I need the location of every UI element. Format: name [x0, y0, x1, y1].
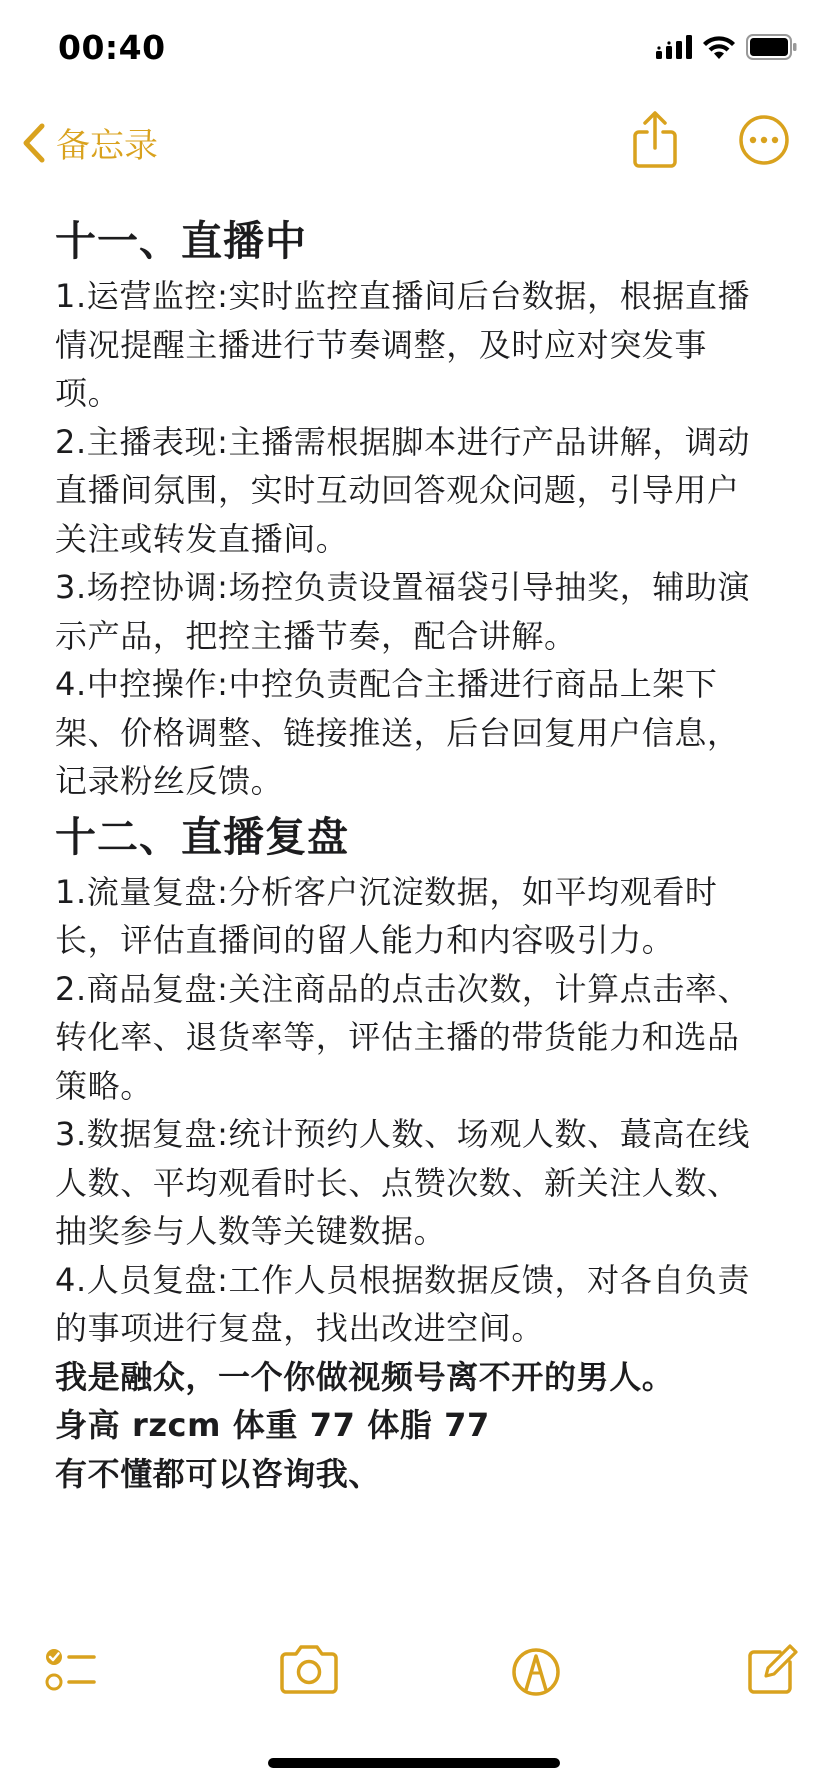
note-bold-line: 身高 rzcm 体重 77 体脂 77 — [55, 1406, 490, 1444]
status-bar — [0, 0, 828, 100]
chevron-left-icon — [22, 123, 46, 163]
bottom-toolbar — [0, 1640, 828, 1720]
share-button[interactable] — [630, 110, 680, 170]
note-paragraph: 1.运营监控:实时监控直播间后台数据，根据直播情况提醒主播进行节奏调整，及时应对突发事项。 — [55, 277, 751, 412]
note-paragraph: 3.场控协调:场控负责设置福袋引导抽奖，辅助演示产品，把控主播节奏，配合讲解。 — [55, 568, 751, 655]
compose-button[interactable] — [742, 1640, 802, 1700]
back-label: 备忘录 — [56, 126, 158, 166]
cellular-signal-icon — [656, 35, 692, 59]
checklist-button[interactable] — [42, 1640, 102, 1700]
wifi-icon — [702, 34, 736, 60]
note-paragraph: 4.中控操作:中控负责配合主播进行商品上架下架、价格调整、链接推送，后台回复用户信息，记录粉丝反馈。 — [55, 665, 740, 800]
camera-button[interactable] — [276, 1640, 342, 1700]
note-paragraph: 2.主播表现:主播需根据脚本进行产品讲解，调动直播间氛围，实时互动回答观众问题，引导用户关注或转发直播间。 — [55, 422, 751, 558]
note-bold-line: 有不懂都可以咨询我、 — [55, 1454, 382, 1493]
home-indicator[interactable] — [268, 1758, 560, 1768]
note-paragraph: 2.商品复盘:关注商品的点击次数，计算点击率、转化率、退货率等，评估主播的带货能力和选品策略。 — [55, 969, 751, 1105]
note-bold-line: 我是融众，一个你做视频号离不开的男人。 — [55, 1357, 675, 1396]
note-heading: 十二、直播复盘 — [55, 812, 349, 861]
markup-button[interactable] — [506, 1640, 566, 1700]
markup-pen-icon — [506, 1640, 566, 1700]
back-button[interactable] — [22, 118, 158, 167]
battery-icon — [746, 34, 798, 60]
note-heading: 十一、直播中 — [55, 217, 307, 265]
checklist-icon — [42, 1640, 102, 1700]
ellipsis-circle-icon — [738, 114, 790, 166]
note-paragraph: 3.数据复盘:统计预约人数、场观人数、蕞高在线人数、平均观看时长、点赞次数、新关注人数、抽奖参与人数等关键数据。 — [55, 1115, 751, 1250]
camera-icon — [276, 1640, 342, 1700]
share-icon — [630, 110, 680, 170]
compose-icon — [742, 1640, 802, 1700]
note-body[interactable] — [55, 210, 765, 1498]
more-options-button[interactable] — [738, 114, 790, 166]
note-paragraph: 4.人员复盘:工作人员根据数据反馈，对各自负责的事项进行复盘，找出改进空间。 — [55, 1260, 751, 1347]
status-time: 00:40 — [58, 28, 166, 67]
note-paragraph: 1.流量复盘:分析客户沉淀数据，如平均观看时长，评估直播间的留人能力和内容吸引力。 — [55, 872, 718, 959]
status-icons — [656, 34, 798, 60]
nav-bar — [0, 100, 828, 190]
